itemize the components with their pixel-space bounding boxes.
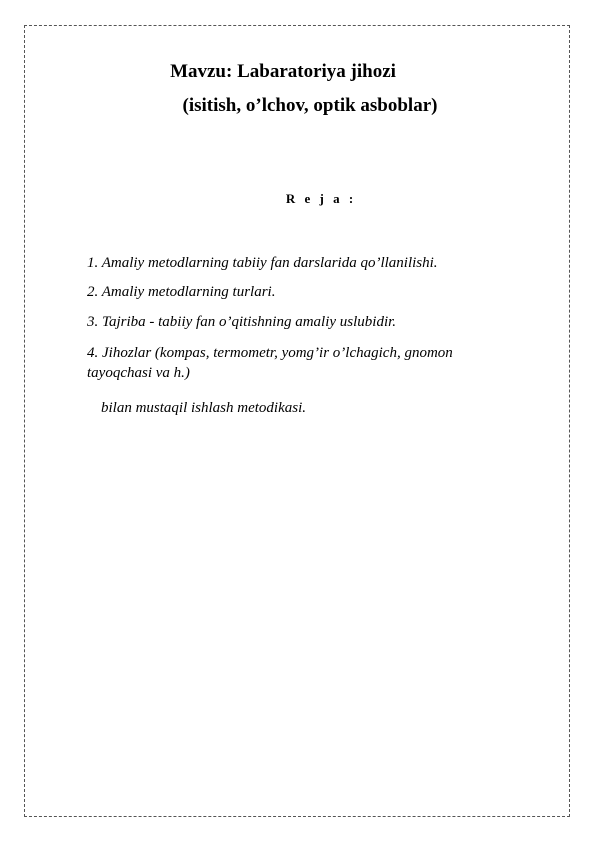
page-title: Mavzu: Labaratoriya jihozi bbox=[170, 61, 396, 82]
page-subtitle: (isitish, o’lchov, optik asboblar) bbox=[182, 95, 438, 116]
plan-item-4-continuation: bilan mustaqil ishlash metodikasi. bbox=[101, 400, 307, 416]
plan-item-2: 2. Amaliy metodlarning turlari. bbox=[87, 284, 276, 300]
plan-item-3: 3. Tajriba - tabiiy fan o’qitishning amaliy uslubidir. bbox=[87, 314, 397, 330]
plan-item-4: 4. Jihozlar (kompas, termometr, yomg’ir o’lchagich, gnomon tayoqchasi va h.) bbox=[87, 345, 453, 381]
page-border bbox=[24, 25, 570, 817]
plan-heading: R e j a : bbox=[285, 191, 357, 206]
plan-item-1: 1. Amaliy metodlarning tabiiy fan darslarida qo’llanilishi. bbox=[87, 255, 438, 271]
